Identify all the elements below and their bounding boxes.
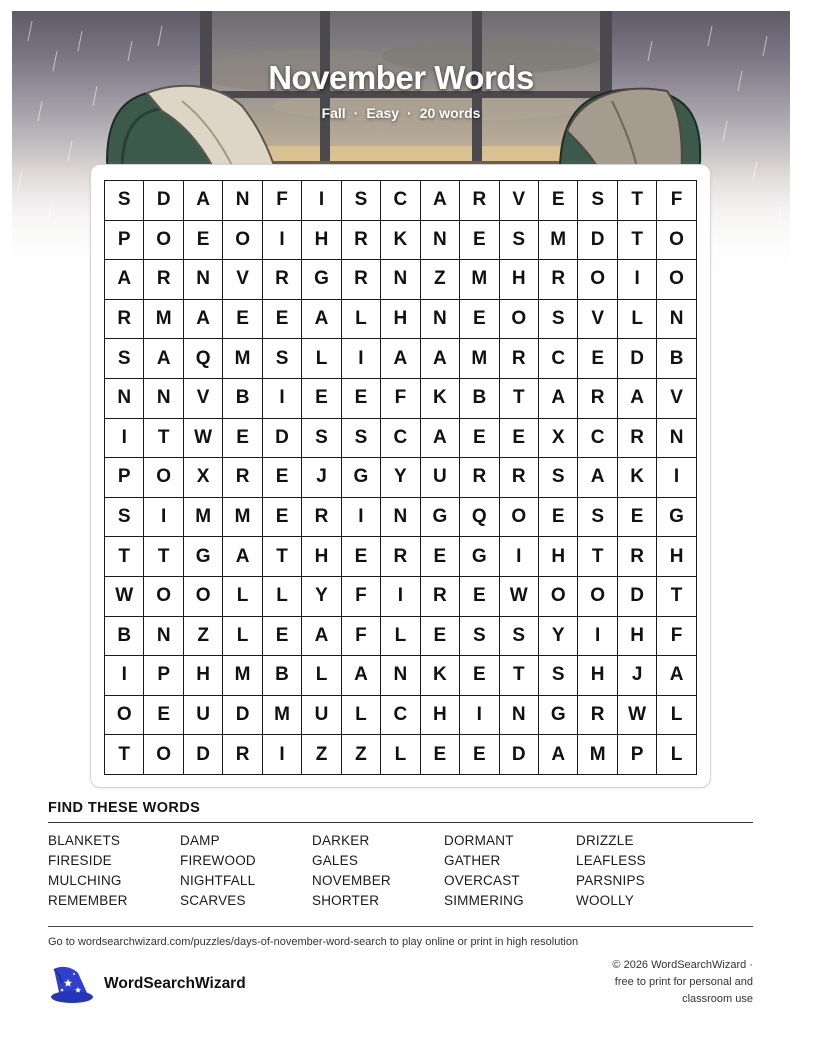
- grid-cell[interactable]: T: [617, 181, 656, 221]
- grid-cell[interactable]: A: [420, 181, 459, 221]
- grid-cell[interactable]: S: [302, 418, 341, 458]
- grid-cell[interactable]: T: [499, 378, 538, 418]
- grid-cell[interactable]: M: [223, 656, 262, 696]
- grid-cell[interactable]: E: [223, 299, 262, 339]
- grid-cell[interactable]: S: [499, 616, 538, 656]
- grid-cell[interactable]: J: [302, 458, 341, 498]
- grid-cell[interactable]: H: [420, 695, 459, 735]
- word-count-label: 20 words: [419, 105, 481, 121]
- copyright-notice: [553, 957, 753, 1008]
- brand[interactable]: [48, 963, 246, 1005]
- word-list-item: NOVEMBER: [312, 873, 391, 888]
- grid-cell[interactable]: L: [223, 616, 262, 656]
- grid-cell[interactable]: E: [262, 299, 301, 339]
- grid-cell[interactable]: B: [460, 378, 499, 418]
- grid-cell[interactable]: O: [144, 735, 183, 775]
- grid-cell[interactable]: Y: [538, 616, 577, 656]
- page-title: November Words: [268, 59, 534, 96]
- grid-cell[interactable]: Q: [183, 339, 222, 379]
- grid-cell[interactable]: H: [578, 656, 617, 696]
- grid-cell[interactable]: E: [578, 339, 617, 379]
- grid-cell[interactable]: K: [617, 458, 656, 498]
- grid-cell[interactable]: N: [657, 299, 696, 339]
- grid-cell[interactable]: Z: [183, 616, 222, 656]
- grid-cell[interactable]: L: [341, 299, 380, 339]
- grid-cell[interactable]: S: [578, 181, 617, 221]
- grid-cell[interactable]: F: [657, 181, 696, 221]
- footer-divider: [48, 926, 753, 927]
- grid-cell[interactable]: E: [420, 537, 459, 577]
- grid-cell[interactable]: L: [262, 576, 301, 616]
- grid-cell[interactable]: H: [657, 537, 696, 577]
- grid-cell[interactable]: W: [499, 576, 538, 616]
- difficulty-label: Easy: [366, 105, 400, 121]
- grid-cell[interactable]: H: [302, 537, 341, 577]
- grid-cell[interactable]: Y: [381, 458, 420, 498]
- grid-cell[interactable]: F: [657, 616, 696, 656]
- grid-cell[interactable]: E: [341, 537, 380, 577]
- grid-cell[interactable]: X: [183, 458, 222, 498]
- grid-cell[interactable]: C: [381, 695, 420, 735]
- word-list-item: REMEMBER: [48, 893, 128, 908]
- grid-cell[interactable]: G: [460, 537, 499, 577]
- grid-cell[interactable]: R: [105, 299, 144, 339]
- grid-cell[interactable]: B: [657, 339, 696, 379]
- grid-cell[interactable]: O: [538, 576, 577, 616]
- grid-cell[interactable]: P: [617, 735, 656, 775]
- grid-cell[interactable]: P: [105, 458, 144, 498]
- grid-cell[interactable]: C: [381, 418, 420, 458]
- word-list-item: FIRESIDE: [48, 853, 112, 868]
- grid-cell[interactable]: X: [538, 418, 577, 458]
- grid-cell[interactable]: V: [578, 299, 617, 339]
- separator: ·: [407, 105, 412, 121]
- grid-cell[interactable]: O: [578, 260, 617, 300]
- grid-cell[interactable]: A: [381, 339, 420, 379]
- grid-cell[interactable]: T: [262, 537, 301, 577]
- theme-label: Fall: [321, 105, 346, 121]
- grid-cell[interactable]: O: [499, 497, 538, 537]
- grid-cell[interactable]: E: [460, 220, 499, 260]
- grid-cell[interactable]: A: [144, 339, 183, 379]
- grid-cell[interactable]: D: [262, 418, 301, 458]
- grid-cell[interactable]: S: [105, 339, 144, 379]
- grid-cell[interactable]: I: [657, 458, 696, 498]
- grid-cell[interactable]: M: [223, 497, 262, 537]
- grid-cell[interactable]: E: [538, 181, 577, 221]
- grid-cell[interactable]: R: [144, 260, 183, 300]
- grid-row: [105, 418, 697, 458]
- grid-cell[interactable]: T: [578, 537, 617, 577]
- grid-row: [105, 220, 697, 260]
- grid-cell[interactable]: T: [617, 220, 656, 260]
- grid-cell[interactable]: M: [578, 735, 617, 775]
- grid-cell[interactable]: C: [578, 418, 617, 458]
- grid-cell[interactable]: F: [341, 576, 380, 616]
- grid-cell[interactable]: A: [183, 299, 222, 339]
- grid-cell[interactable]: A: [578, 458, 617, 498]
- grid-row: [105, 656, 697, 696]
- grid-cell[interactable]: S: [538, 458, 577, 498]
- word-list-item: WOOLLY: [576, 893, 634, 908]
- grid-cell[interactable]: I: [341, 497, 380, 537]
- grid-cell[interactable]: L: [302, 339, 341, 379]
- grid-cell[interactable]: U: [183, 695, 222, 735]
- grid-cell[interactable]: L: [302, 656, 341, 696]
- grid-cell[interactable]: Q: [460, 497, 499, 537]
- grid-cell[interactable]: I: [262, 735, 301, 775]
- grid-cell[interactable]: K: [420, 656, 459, 696]
- word-list-item: FIREWOOD: [180, 853, 256, 868]
- grid-cell[interactable]: Z: [341, 735, 380, 775]
- grid-cell[interactable]: E: [460, 656, 499, 696]
- grid-cell[interactable]: G: [420, 497, 459, 537]
- grid-cell[interactable]: V: [223, 260, 262, 300]
- grid-cell[interactable]: L: [223, 576, 262, 616]
- grid-cell[interactable]: E: [341, 378, 380, 418]
- grid-cell[interactable]: E: [460, 299, 499, 339]
- grid-cell[interactable]: G: [657, 497, 696, 537]
- grid-cell[interactable]: V: [499, 181, 538, 221]
- wizard-hat-icon: [48, 963, 94, 1005]
- grid-cell[interactable]: S: [341, 418, 380, 458]
- grid-cell[interactable]: H: [302, 220, 341, 260]
- grid-cell[interactable]: E: [499, 418, 538, 458]
- play-online-link[interactable]: Go to wordsearchwizard.com/puzzles/days-of-november-word-search to play online or print in high resolution: [48, 936, 579, 948]
- grid-cell[interactable]: H: [617, 616, 656, 656]
- grid-cell[interactable]: R: [341, 260, 380, 300]
- grid-cell[interactable]: S: [538, 656, 577, 696]
- grid-cell[interactable]: N: [105, 378, 144, 418]
- grid-cell[interactable]: O: [657, 220, 696, 260]
- grid-cell[interactable]: F: [381, 378, 420, 418]
- grid-cell[interactable]: R: [499, 458, 538, 498]
- grid-cell[interactable]: H: [381, 299, 420, 339]
- grid-cell[interactable]: L: [657, 735, 696, 775]
- grid-cell[interactable]: I: [105, 656, 144, 696]
- grid-cell[interactable]: W: [183, 418, 222, 458]
- grid-cell[interactable]: Z: [302, 735, 341, 775]
- word-list-item: SHORTER: [312, 893, 380, 908]
- grid-cell[interactable]: T: [499, 656, 538, 696]
- grid-cell[interactable]: G: [341, 458, 380, 498]
- grid-cell[interactable]: N: [144, 616, 183, 656]
- grid-row: [105, 695, 697, 735]
- grid-cell[interactable]: R: [460, 181, 499, 221]
- grid-cell[interactable]: B: [105, 616, 144, 656]
- copyright-line: © 2026 WordSearchWizard ·: [612, 959, 753, 971]
- grid-cell[interactable]: A: [420, 418, 459, 458]
- word-list-item: GALES: [312, 853, 359, 868]
- word-list-item: OVERCAST: [444, 873, 520, 888]
- grid-cell[interactable]: B: [223, 378, 262, 418]
- word-list: [48, 831, 753, 911]
- grid-cell[interactable]: A: [105, 260, 144, 300]
- grid-cell[interactable]: A: [657, 656, 696, 696]
- grid-cell[interactable]: I: [144, 497, 183, 537]
- grid-cell[interactable]: R: [460, 458, 499, 498]
- grid-cell[interactable]: D: [578, 220, 617, 260]
- grid-row: [105, 616, 697, 656]
- grid-cell[interactable]: I: [617, 260, 656, 300]
- grid-cell[interactable]: S: [499, 220, 538, 260]
- grid-row: [105, 260, 697, 300]
- grid-cell[interactable]: M: [538, 220, 577, 260]
- grid-cell[interactable]: E: [262, 616, 301, 656]
- grid-cell[interactable]: G: [302, 260, 341, 300]
- grid-cell[interactable]: O: [144, 220, 183, 260]
- grid-cell[interactable]: U: [302, 695, 341, 735]
- grid-cell[interactable]: I: [262, 378, 301, 418]
- grid-cell[interactable]: O: [499, 299, 538, 339]
- word-list-item: MULCHING: [48, 873, 122, 888]
- word-list-section: [48, 800, 753, 911]
- grid-row: [105, 497, 697, 537]
- word-list-item: BLANKETS: [48, 833, 121, 848]
- grid-cell[interactable]: T: [657, 576, 696, 616]
- copyright-line: free to print for personal and: [614, 976, 753, 988]
- grid-cell[interactable]: R: [223, 458, 262, 498]
- grid-cell[interactable]: I: [262, 220, 301, 260]
- grid-cell[interactable]: N: [223, 181, 262, 221]
- word-list-item: LEAFLESS: [576, 853, 646, 868]
- grid-cell[interactable]: E: [302, 378, 341, 418]
- grid-cell[interactable]: Y: [302, 576, 341, 616]
- grid-cell[interactable]: K: [381, 220, 420, 260]
- grid-cell[interactable]: A: [183, 181, 222, 221]
- grid-row: [105, 458, 697, 498]
- grid-cell[interactable]: E: [460, 735, 499, 775]
- grid-cell[interactable]: S: [538, 299, 577, 339]
- grid-cell[interactable]: E: [420, 616, 459, 656]
- grid-cell[interactable]: M: [144, 299, 183, 339]
- grid-cell[interactable]: E: [262, 497, 301, 537]
- grid-cell[interactable]: A: [538, 735, 577, 775]
- grid-cell[interactable]: V: [657, 378, 696, 418]
- grid-cell[interactable]: T: [105, 735, 144, 775]
- grid-cell[interactable]: S: [460, 616, 499, 656]
- grid-cell[interactable]: O: [105, 695, 144, 735]
- grid-cell[interactable]: N: [381, 260, 420, 300]
- grid-cell[interactable]: D: [499, 735, 538, 775]
- word-search-grid: [104, 180, 697, 775]
- grid-cell[interactable]: S: [341, 181, 380, 221]
- grid-cell[interactable]: O: [144, 576, 183, 616]
- grid-row: [105, 299, 697, 339]
- grid-cell[interactable]: R: [578, 695, 617, 735]
- grid-cell[interactable]: S: [262, 339, 301, 379]
- brand-name: WordSearchWizard: [104, 975, 246, 992]
- grid-cell[interactable]: U: [420, 458, 459, 498]
- grid-cell[interactable]: A: [538, 378, 577, 418]
- grid-cell[interactable]: N: [499, 695, 538, 735]
- grid-cell[interactable]: S: [578, 497, 617, 537]
- word-list-item: SCARVES: [180, 893, 246, 908]
- grid-cell[interactable]: N: [420, 220, 459, 260]
- grid-cell[interactable]: E: [144, 695, 183, 735]
- word-list-item: SIMMERING: [444, 893, 524, 908]
- grid-cell[interactable]: D: [144, 181, 183, 221]
- grid-cell[interactable]: R: [381, 537, 420, 577]
- grid-cell[interactable]: A: [341, 656, 380, 696]
- grid-cell[interactable]: E: [460, 576, 499, 616]
- grid-cell[interactable]: I: [460, 695, 499, 735]
- grid-cell[interactable]: L: [657, 695, 696, 735]
- grid-cell[interactable]: E: [183, 220, 222, 260]
- grid-cell[interactable]: M: [183, 497, 222, 537]
- grid-cell[interactable]: R: [499, 339, 538, 379]
- word-list-item: DRIZZLE: [576, 833, 634, 848]
- word-list-item: DARKER: [312, 833, 370, 848]
- grid-cell[interactable]: B: [262, 656, 301, 696]
- grid-cell[interactable]: D: [617, 576, 656, 616]
- grid-cell[interactable]: F: [262, 181, 301, 221]
- grid-cell[interactable]: H: [538, 537, 577, 577]
- grid-cell[interactable]: R: [617, 418, 656, 458]
- grid-cell[interactable]: T: [105, 537, 144, 577]
- grid-cell[interactable]: A: [617, 378, 656, 418]
- grid-cell[interactable]: K: [420, 378, 459, 418]
- word-list-item: DORMANT: [444, 833, 514, 848]
- grid-cell[interactable]: A: [420, 339, 459, 379]
- grid-cell[interactable]: N: [381, 497, 420, 537]
- grid-cell[interactable]: W: [105, 576, 144, 616]
- grid-cell[interactable]: R: [341, 220, 380, 260]
- grid-cell[interactable]: C: [538, 339, 577, 379]
- word-list-item: DAMP: [180, 833, 220, 848]
- grid-row: [105, 537, 697, 577]
- grid-cell[interactable]: I: [105, 418, 144, 458]
- grid-cell[interactable]: N: [381, 656, 420, 696]
- grid-cell[interactable]: M: [223, 339, 262, 379]
- grid-row: [105, 735, 697, 775]
- grid-cell[interactable]: A: [302, 616, 341, 656]
- separator: ·: [353, 105, 359, 121]
- grid-cell[interactable]: E: [223, 418, 262, 458]
- grid-cell[interactable]: O: [578, 576, 617, 616]
- grid-cell[interactable]: L: [617, 299, 656, 339]
- grid-row: [105, 339, 697, 379]
- grid-cell[interactable]: E: [460, 418, 499, 458]
- grid-cell[interactable]: A: [302, 299, 341, 339]
- copyright-line: classroom use: [682, 993, 753, 1005]
- grid-cell[interactable]: G: [538, 695, 577, 735]
- grid-cell[interactable]: I: [578, 616, 617, 656]
- puzzle-meta: [12, 105, 790, 121]
- grid-cell[interactable]: T: [144, 537, 183, 577]
- grid-cell[interactable]: P: [105, 220, 144, 260]
- grid-cell[interactable]: S: [105, 181, 144, 221]
- grid-cell[interactable]: F: [341, 616, 380, 656]
- grid-cell[interactable]: O: [144, 458, 183, 498]
- grid-cell[interactable]: R: [538, 260, 577, 300]
- grid-cell[interactable]: D: [223, 695, 262, 735]
- grid-cell[interactable]: I: [381, 576, 420, 616]
- grid-cell[interactable]: R: [420, 576, 459, 616]
- grid-cell[interactable]: O: [223, 220, 262, 260]
- grid-cell[interactable]: Z: [420, 260, 459, 300]
- grid-cell[interactable]: L: [381, 616, 420, 656]
- grid-cell[interactable]: I: [341, 339, 380, 379]
- word-list-item: PARSNIPS: [576, 873, 645, 888]
- grid-cell[interactable]: O: [657, 260, 696, 300]
- word-list-item: NIGHTFALL: [180, 873, 256, 888]
- grid-cell[interactable]: N: [144, 378, 183, 418]
- grid-cell[interactable]: E: [420, 735, 459, 775]
- grid-cell[interactable]: C: [381, 181, 420, 221]
- grid-cell[interactable]: W: [617, 695, 656, 735]
- grid-row: [105, 181, 697, 221]
- grid-cell[interactable]: E: [617, 497, 656, 537]
- grid-cell[interactable]: S: [105, 497, 144, 537]
- grid-cell[interactable]: T: [144, 418, 183, 458]
- grid-row: [105, 378, 697, 418]
- grid-cell[interactable]: D: [183, 735, 222, 775]
- grid-cell[interactable]: R: [578, 378, 617, 418]
- grid-cell[interactable]: I: [499, 537, 538, 577]
- grid-cell[interactable]: H: [183, 656, 222, 696]
- grid-cell[interactable]: N: [420, 299, 459, 339]
- grid-cell[interactable]: R: [617, 537, 656, 577]
- word-list-heading: FIND THESE WORDS: [48, 800, 753, 823]
- grid-cell[interactable]: M: [262, 695, 301, 735]
- grid-cell[interactable]: H: [499, 260, 538, 300]
- grid-cell[interactable]: M: [460, 339, 499, 379]
- grid-cell[interactable]: M: [460, 260, 499, 300]
- grid-cell[interactable]: L: [381, 735, 420, 775]
- grid-cell[interactable]: O: [183, 576, 222, 616]
- grid-cell[interactable]: R: [262, 260, 301, 300]
- grid-cell[interactable]: R: [223, 735, 262, 775]
- grid-cell[interactable]: G: [183, 537, 222, 577]
- grid-cell[interactable]: E: [538, 497, 577, 537]
- grid-cell[interactable]: N: [657, 418, 696, 458]
- grid-cell[interactable]: E: [262, 458, 301, 498]
- grid-cell[interactable]: J: [617, 656, 656, 696]
- grid-cell[interactable]: V: [183, 378, 222, 418]
- word-list-item: GATHER: [444, 853, 501, 868]
- grid-cell[interactable]: D: [617, 339, 656, 379]
- grid-cell[interactable]: I: [302, 181, 341, 221]
- grid-cell[interactable]: N: [183, 260, 222, 300]
- grid-cell[interactable]: R: [302, 497, 341, 537]
- grid-cell[interactable]: L: [341, 695, 380, 735]
- grid-cell[interactable]: A: [223, 537, 262, 577]
- grid-row: [105, 576, 697, 616]
- grid-cell[interactable]: P: [144, 656, 183, 696]
